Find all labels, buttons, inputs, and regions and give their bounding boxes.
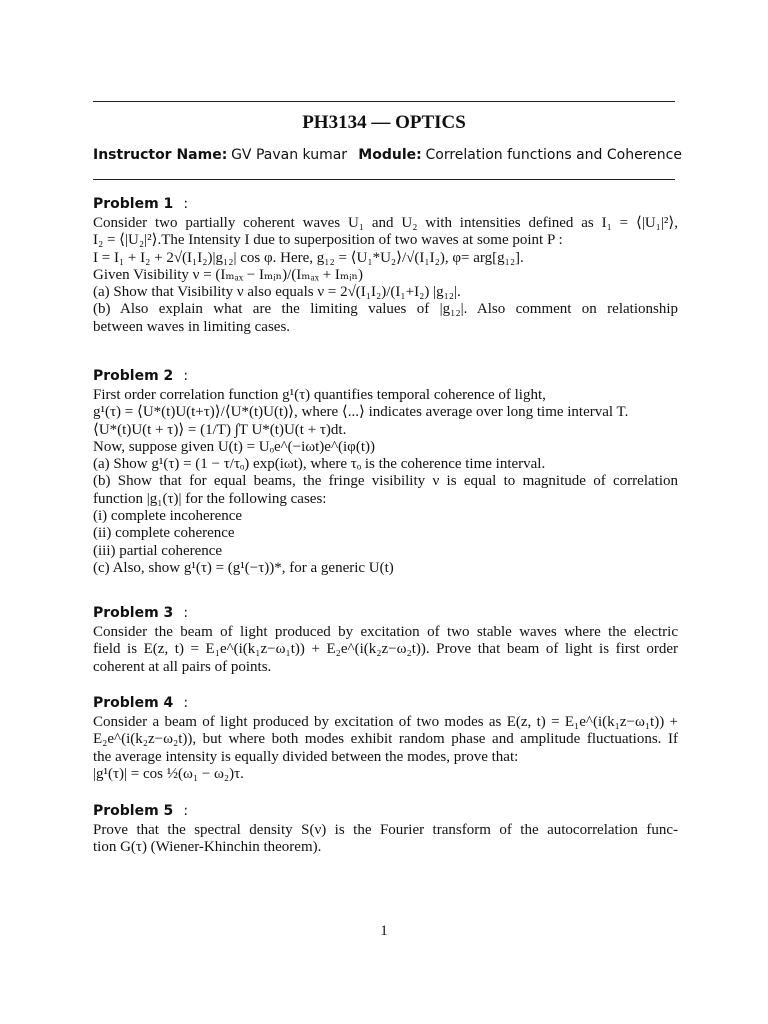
problem-line: field is E(z, t) = E₁e^(i(k₁z−ω₁t)) + E₂e^(i(k₂z−ω₂t)). Prove that beam of light is first order: [93, 641, 678, 658]
problem-line: (iii) partial coherence: [93, 542, 223, 559]
problem-title: Problem 4: [93, 695, 174, 711]
problem-line: the average intensity is equally divided between the modes, prove that:: [93, 748, 519, 765]
problem-line: g¹(τ) = ⟨U*(t)U(t+τ)⟩/⟨U*(t)U(t)⟩, where ⟨...⟩ indicates average over long time interval T.: [93, 404, 629, 421]
instructor-name: GV Pavan kumar: [231, 147, 348, 163]
problem-line: (c) Also, show g¹(τ) = (g¹(−τ))*, for a generic U(t): [93, 559, 394, 576]
problem-line: E₂e^(i(k₂z−ω₂t)), but where both modes exhibit random phase and amplitude fluctuations. If: [93, 731, 678, 748]
problem-colon: :: [183, 605, 189, 621]
problem-colon: :: [183, 803, 189, 819]
page-title: PH3134 — OPTICS: [302, 112, 466, 133]
problem-line: First order correlation function g¹(τ) quantifies temporal coherence of light,: [93, 387, 546, 403]
problem-title: Problem 5: [93, 803, 174, 819]
problem-4: [93, 695, 678, 783]
problem-line: (i) complete incoherence: [93, 508, 243, 525]
problem-title: Problem 3: [93, 605, 174, 621]
problem-1: [93, 196, 678, 336]
problem-colon: :: [183, 368, 189, 384]
problem-heading: [93, 368, 678, 387]
problem-line: I₂ = ⟨|U₂|²⟩.The Intensity I due to superposition of two waves at some point P :: [93, 232, 563, 249]
problem-title: Problem 2: [93, 368, 174, 384]
problem-2: [93, 368, 678, 577]
problem-line: Now, suppose given U(t) = Uₒe^(−iωt)e^(iφ(t)): [93, 438, 375, 455]
problem-3: [93, 605, 678, 676]
problem-line: Prove that the spectral density S(ν) is the Fourier transform of the autocorrelation func-: [93, 822, 678, 838]
problem-line: Consider a beam of light produced by excitation of two modes as E(z, t) = E₁e^(i(k₁z−ω₁t)) +: [93, 714, 678, 730]
top-rule: [93, 101, 675, 102]
module-name: Correlation functions and Coherence: [425, 147, 682, 163]
problem-line: tion G(τ) (Wiener-Khinchin theorem).: [93, 839, 322, 856]
problem-line: Consider two partially coherent waves U₁ and U₂ with intensities defined as I₁ = ⟨|U₁|²⟩,: [93, 215, 678, 231]
course-meta: [93, 147, 683, 164]
problem-heading: [93, 695, 678, 714]
module-label: Module:: [358, 147, 422, 163]
problem-5: [93, 803, 678, 857]
problem-line: between waves in limiting cases.: [93, 318, 291, 335]
problem-line: coherent at all pairs of points.: [93, 658, 272, 675]
problem-line: (ii) complete coherence: [93, 525, 235, 542]
problem-line: (a) Show that Visibility ν also equals ν = 2√(I₁I₂)/(I₁+I₂) |g₁₂|.: [93, 284, 461, 301]
problem-line: |g¹(τ)| = cos ½(ω₁ − ω₂)τ.: [93, 765, 244, 782]
instructor-label: Instructor Name:: [93, 147, 228, 163]
problem-heading: [93, 803, 678, 822]
problem-line: (b) Show that for equal beams, the fringe visibility ν is equal to magnitude of correlation: [93, 473, 678, 490]
problem-line: Consider the beam of light produced by excitation of two stable waves where the electric: [93, 624, 678, 640]
problem-line: (b) Also explain what are the limiting values of |g₁₂|. Also comment on relationship: [93, 301, 678, 318]
problem-line: Given Visibility ν = (Iₘₐₓ − Iₘᵢₙ)/(Iₘₐₓ + Iₘᵢₙ): [93, 266, 364, 283]
problem-colon: :: [183, 695, 189, 711]
problem-colon: :: [183, 196, 189, 212]
problem-line: I = I₁ + I₂ + 2√(I₁I₂)|g₁₂| cos φ. Here, g₁₂ = ⟨U₁*U₂⟩/√(I₁I₂), φ= arg[g₁₂].: [93, 249, 524, 266]
problem-line: ⟨U*(t)U(t + τ)⟩ = (1/T) ∫T U*(t)U(t + τ)dt.: [93, 421, 347, 438]
problem-heading: [93, 196, 678, 215]
page-number: 1: [380, 923, 388, 939]
problem-line: (a) Show g¹(τ) = (1 − τ/τₒ) exp(iωt), where τₒ is the coherence time interval.: [93, 456, 546, 473]
problem-title: Problem 1: [93, 196, 174, 212]
problem-heading: [93, 605, 678, 624]
problem-line: function |g₁(τ)| for the following cases:: [93, 490, 327, 507]
header-rule: [93, 179, 675, 180]
